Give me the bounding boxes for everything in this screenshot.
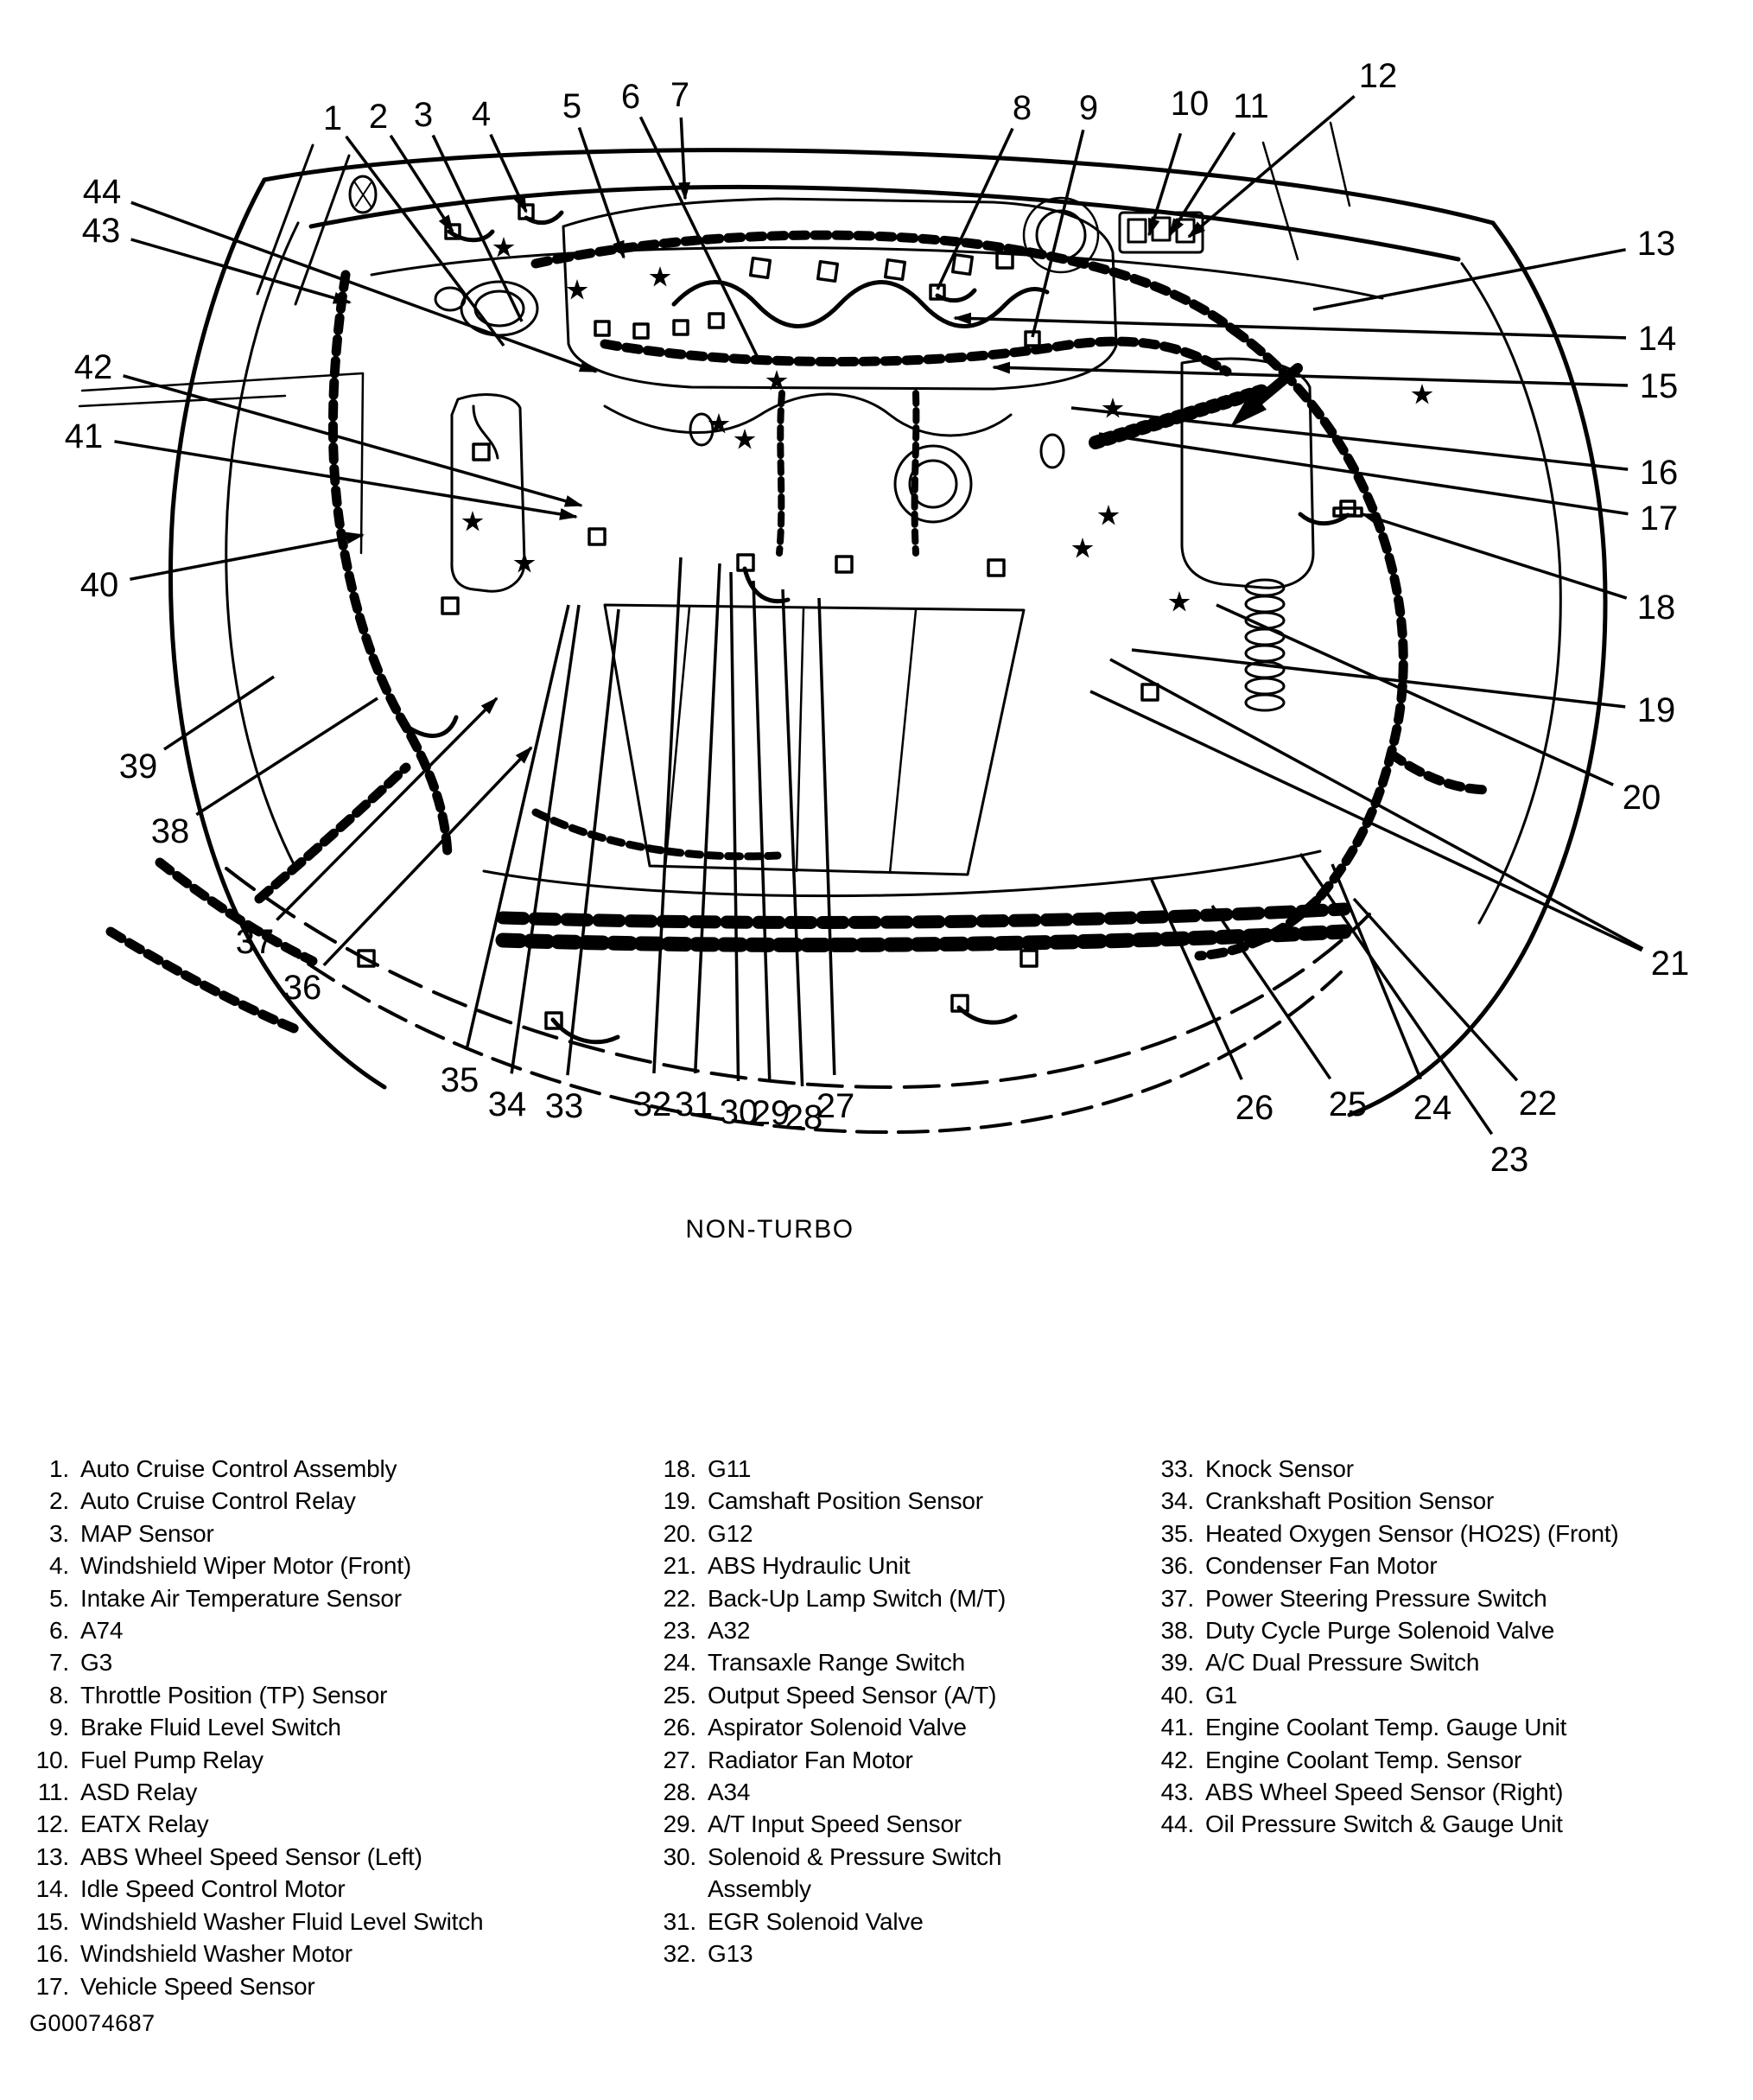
legend-item-label: ABS Wheel Speed Sensor (Right) — [1205, 1779, 1564, 1806]
legend-item — [7, 1938, 483, 1970]
legend-item — [639, 1906, 1006, 1938]
legend-item — [639, 1679, 1006, 1711]
legend-item-label: Crankshaft Position Sensor — [1205, 1487, 1495, 1515]
legend-item — [1137, 1711, 1619, 1743]
legend-item-number: 19. — [663, 1487, 696, 1515]
callout-number-25: 25 — [1328, 1085, 1368, 1123]
legend-item-label: ASD Relay — [80, 1779, 198, 1806]
legend-item-number: 40. — [1160, 1681, 1194, 1709]
legend-item — [639, 1518, 1006, 1550]
callout-layer — [65, 57, 1690, 1179]
legend-item-label: Heated Oxygen Sensor (HO2S) (Front) — [1205, 1519, 1619, 1547]
callout-number-10: 10 — [1170, 85, 1210, 123]
legend-item-number: 21. — [663, 1552, 696, 1580]
callout-number-20: 20 — [1622, 779, 1661, 817]
legend-item — [7, 1518, 483, 1550]
callout-number-6: 6 — [620, 78, 641, 116]
legend-item-label: G11 — [708, 1455, 752, 1482]
legend-item-label: Auto Cruise Control Relay — [80, 1487, 356, 1515]
legend-item-label: Power Steering Pressure Switch — [1205, 1584, 1547, 1612]
legend-item-label: EATX Relay — [80, 1810, 209, 1838]
legend-item — [1137, 1646, 1619, 1678]
legend-item-label: Transaxle Range Switch — [708, 1649, 966, 1677]
legend-item — [639, 1776, 1006, 1808]
legend-item — [7, 1646, 483, 1678]
legend-item-label: Vehicle Speed Sensor — [80, 1972, 315, 2000]
legend-item-number: 8. — [49, 1681, 69, 1709]
legend-item-number: 43. — [1160, 1779, 1194, 1806]
legend-item — [1137, 1550, 1619, 1581]
leader-line-34 — [511, 605, 579, 1073]
legend-item — [639, 1485, 1006, 1517]
callout-number-29: 29 — [751, 1094, 791, 1132]
legend-item — [7, 1970, 483, 2002]
legend-item-number: 36. — [1160, 1552, 1194, 1580]
callout-number-9: 9 — [1078, 89, 1099, 127]
legend-item-number: 13. — [35, 1842, 69, 1870]
legend-item-number: 9. — [49, 1714, 69, 1741]
legend-item-label: Duty Cycle Purge Solenoid Valve — [1205, 1617, 1555, 1645]
legend-item-label: A74 — [80, 1617, 124, 1645]
legend-item-number: 28. — [663, 1779, 696, 1806]
legend-item — [7, 1453, 483, 1485]
callout-number-38: 38 — [150, 812, 190, 850]
legend-item — [639, 1873, 1006, 1905]
callout-number-8: 8 — [1012, 89, 1032, 127]
callout-number-12: 12 — [1358, 57, 1398, 95]
legend-item-label: Intake Air Temperature Sensor — [80, 1584, 402, 1612]
legend-item-label: A/T Input Speed Sensor — [708, 1810, 962, 1838]
legend-item-number: 7. — [49, 1649, 69, 1677]
legend-item — [639, 1938, 1006, 1970]
legend-item — [1137, 1453, 1619, 1485]
callout-number-44: 44 — [82, 173, 122, 211]
callout-number-15: 15 — [1639, 367, 1679, 405]
corrugated-hose — [1246, 580, 1284, 710]
legend-item — [7, 1582, 483, 1614]
callout-number-24: 24 — [1413, 1089, 1452, 1127]
legend-item-number: 17. — [35, 1972, 69, 2000]
legend-item-label: G12 — [708, 1519, 753, 1547]
legend-item — [639, 1614, 1006, 1646]
legend-item-label: Throttle Position (TP) Sensor — [80, 1681, 388, 1709]
legend-item-number: 30. — [663, 1842, 696, 1870]
legend-item-label: Fuel Pump Relay — [80, 1746, 264, 1773]
callout-number-5: 5 — [562, 87, 582, 125]
legend-item-number: 16. — [35, 1940, 69, 1968]
legend-item-number: 38. — [1160, 1617, 1194, 1645]
legend-item-number: 41. — [1160, 1714, 1194, 1741]
legend-item-label: ABS Wheel Speed Sensor (Left) — [80, 1842, 422, 1870]
legend-item-label: Condenser Fan Motor — [1205, 1552, 1438, 1580]
callout-number-3: 3 — [413, 96, 434, 134]
legend-item-label: Windshield Wiper Motor (Front) — [80, 1552, 411, 1580]
legend-item-number: 10. — [35, 1746, 69, 1773]
callout-number-23: 23 — [1489, 1141, 1529, 1179]
callout-number-21: 21 — [1650, 945, 1690, 983]
legend-item — [7, 1614, 483, 1646]
legend-item-number: 2. — [49, 1487, 69, 1515]
callout-number-14: 14 — [1637, 320, 1677, 358]
legend-item-label: Engine Coolant Temp. Gauge Unit — [1205, 1714, 1567, 1741]
legend-column-3 — [1137, 1453, 1619, 1841]
legend-item — [1137, 1485, 1619, 1517]
legend-item — [639, 1453, 1006, 1485]
legend-item-number: 27. — [663, 1746, 696, 1773]
legend-item — [1137, 1518, 1619, 1550]
legend-item-label: Auto Cruise Control Assembly — [80, 1455, 397, 1482]
legend-item-number: 14. — [35, 1875, 69, 1903]
legend-item-number: 12. — [35, 1810, 69, 1838]
leader-line-42 — [124, 376, 581, 506]
legend-item — [7, 1841, 483, 1873]
legend-item-label: G13 — [708, 1940, 753, 1968]
callout-number-4: 4 — [471, 95, 492, 133]
callout-number-26: 26 — [1235, 1089, 1274, 1127]
legend-item-number: 23. — [663, 1617, 696, 1645]
legend-item-number: 24. — [663, 1649, 696, 1677]
callout-number-31: 31 — [674, 1085, 714, 1123]
legend-item-number: 4. — [49, 1552, 69, 1580]
legend-item — [7, 1873, 483, 1905]
legend-item — [639, 1582, 1006, 1614]
legend-item — [639, 1550, 1006, 1581]
leader-line-38 — [196, 698, 378, 815]
callout-number-36: 36 — [283, 969, 322, 1007]
legend-item-number: 29. — [663, 1810, 696, 1838]
callout-number-39: 39 — [118, 748, 158, 786]
legend-item-label: Engine Coolant Temp. Sensor — [1205, 1746, 1522, 1773]
callout-number-11: 11 — [1233, 87, 1269, 125]
legend-item-label: Camshaft Position Sensor — [708, 1487, 983, 1515]
legend-column-1 — [7, 1453, 483, 2002]
legend-item-number: 20. — [663, 1519, 696, 1547]
legend-item-label: G1 — [1205, 1681, 1237, 1709]
callout-number-18: 18 — [1636, 589, 1676, 627]
leader-line-40 — [130, 535, 363, 579]
legend-item — [1137, 1614, 1619, 1646]
legend-item-label: Assembly — [708, 1875, 811, 1903]
callout-number-33: 33 — [544, 1087, 584, 1125]
callout-number-41: 41 — [64, 417, 104, 455]
legend-item-number: 44. — [1160, 1810, 1194, 1838]
legend-item-number: 42. — [1160, 1746, 1194, 1773]
legend-item-number: 32. — [663, 1940, 696, 1968]
leader-line-14 — [955, 318, 1626, 338]
legend-item-number: 37. — [1160, 1584, 1194, 1612]
ground-stars — [462, 237, 1433, 612]
leader-line-41 — [115, 442, 577, 517]
legend-item-label: ABS Hydraulic Unit — [708, 1552, 911, 1580]
legend-item-label: Aspirator Solenoid Valve — [708, 1714, 967, 1741]
callout-number-34: 34 — [487, 1085, 527, 1123]
callout-number-28: 28 — [784, 1098, 823, 1136]
legend-item-number: 33. — [1160, 1455, 1194, 1482]
callout-number-32: 32 — [632, 1085, 672, 1123]
callout-number-7: 7 — [670, 76, 690, 114]
legend-item-number: 1. — [49, 1455, 69, 1482]
legend-item-number: 18. — [663, 1455, 696, 1482]
legend-item — [639, 1711, 1006, 1743]
legend-item — [1137, 1808, 1619, 1840]
callout-number-35: 35 — [440, 1061, 480, 1099]
leader-line-18 — [1362, 514, 1627, 598]
leader-line-8 — [937, 129, 1013, 290]
leader-line-30 — [731, 572, 739, 1081]
leader-line-13 — [1313, 250, 1626, 309]
legend-item-label: A32 — [708, 1617, 751, 1645]
legend-item-number: 31. — [663, 1907, 696, 1935]
legend-item — [7, 1808, 483, 1840]
leader-line-35 — [467, 605, 568, 1050]
legend-item-number: 5. — [49, 1584, 69, 1612]
legend-item-label: Windshield Washer Motor — [80, 1940, 353, 1968]
legend-item-number: 39. — [1160, 1649, 1194, 1677]
callout-number-1: 1 — [322, 99, 343, 137]
callout-number-27: 27 — [816, 1087, 855, 1125]
callout-number-37: 37 — [235, 923, 275, 961]
figure-id: G00074687 — [29, 2010, 156, 2036]
callout-number-16: 16 — [1639, 454, 1679, 492]
legend-item — [7, 1550, 483, 1581]
legend-item — [1137, 1744, 1619, 1776]
callout-number-30: 30 — [719, 1093, 759, 1131]
callout-number-19: 19 — [1636, 691, 1676, 729]
legend-item — [639, 1841, 1006, 1873]
legend-item-label: EGR Solenoid Valve — [708, 1907, 924, 1935]
leader-line-32 — [654, 557, 681, 1073]
legend-item — [7, 1711, 483, 1743]
legend-item-label: Output Speed Sensor (A/T) — [708, 1681, 997, 1709]
legend-item — [7, 1744, 483, 1776]
leader-line-37 — [276, 698, 497, 920]
legend-item-label: Brake Fluid Level Switch — [80, 1714, 341, 1741]
legend-item-number: 6. — [49, 1617, 69, 1645]
legend-column-2 — [639, 1453, 1006, 1970]
legend-item-label: A/C Dual Pressure Switch — [1205, 1649, 1480, 1677]
leader-line-29 — [753, 581, 770, 1082]
leader-line-21 — [1110, 659, 1642, 949]
legend-item-label: Idle Speed Control Motor — [80, 1875, 346, 1903]
callout-number-42: 42 — [73, 348, 113, 386]
legend-item-label: Knock Sensor — [1205, 1455, 1354, 1482]
legend-item — [1137, 1679, 1619, 1711]
legend-item-number: 26. — [663, 1714, 696, 1741]
legend-item-label: Radiator Fan Motor — [708, 1746, 913, 1773]
legend-item — [7, 1485, 483, 1517]
legend-item-number: 22. — [663, 1584, 696, 1612]
legend-item — [639, 1808, 1006, 1840]
legend-item-label: Back-Up Lamp Switch (M/T) — [708, 1584, 1007, 1612]
legend-item — [639, 1744, 1006, 1776]
callout-number-13: 13 — [1636, 225, 1676, 263]
legend-item — [7, 1906, 483, 1938]
legend-item-label: A34 — [708, 1779, 751, 1806]
callout-number-22: 22 — [1518, 1085, 1558, 1123]
callout-number-40: 40 — [79, 566, 119, 604]
legend-item — [1137, 1776, 1619, 1808]
legend-item — [7, 1679, 483, 1711]
callout-number-43: 43 — [81, 212, 121, 250]
legend-item — [1137, 1582, 1619, 1614]
legend-item — [639, 1646, 1006, 1678]
leader-line-2 — [391, 136, 453, 232]
legend-item-number: 11. — [37, 1779, 69, 1806]
leader-line-15 — [994, 367, 1628, 385]
leader-line-28 — [783, 589, 803, 1086]
legend-item-label: Oil Pressure Switch & Gauge Unit — [1205, 1810, 1563, 1838]
leader-line-27 — [819, 598, 835, 1075]
callout-number-17: 17 — [1639, 500, 1679, 538]
legend-item-label: Solenoid & Pressure Switch — [708, 1842, 1002, 1870]
leader-line-24 — [1332, 864, 1420, 1079]
legend-item — [7, 1776, 483, 1808]
legend-item-label: MAP Sensor — [80, 1519, 214, 1547]
diagram-caption: NON-TURBO — [685, 1215, 854, 1244]
legend-item-number: 25. — [663, 1681, 696, 1709]
legend-item-number: 3. — [49, 1519, 69, 1547]
legend-item-number: 34. — [1160, 1487, 1194, 1515]
legend-item-label: G3 — [80, 1649, 112, 1677]
callout-number-2: 2 — [368, 98, 389, 136]
leader-line-31 — [695, 563, 720, 1073]
legend-item-number: 15. — [35, 1907, 69, 1935]
legend-item-label: Windshield Washer Fluid Level Switch — [80, 1907, 484, 1935]
legend-item-number: 35. — [1160, 1519, 1194, 1547]
